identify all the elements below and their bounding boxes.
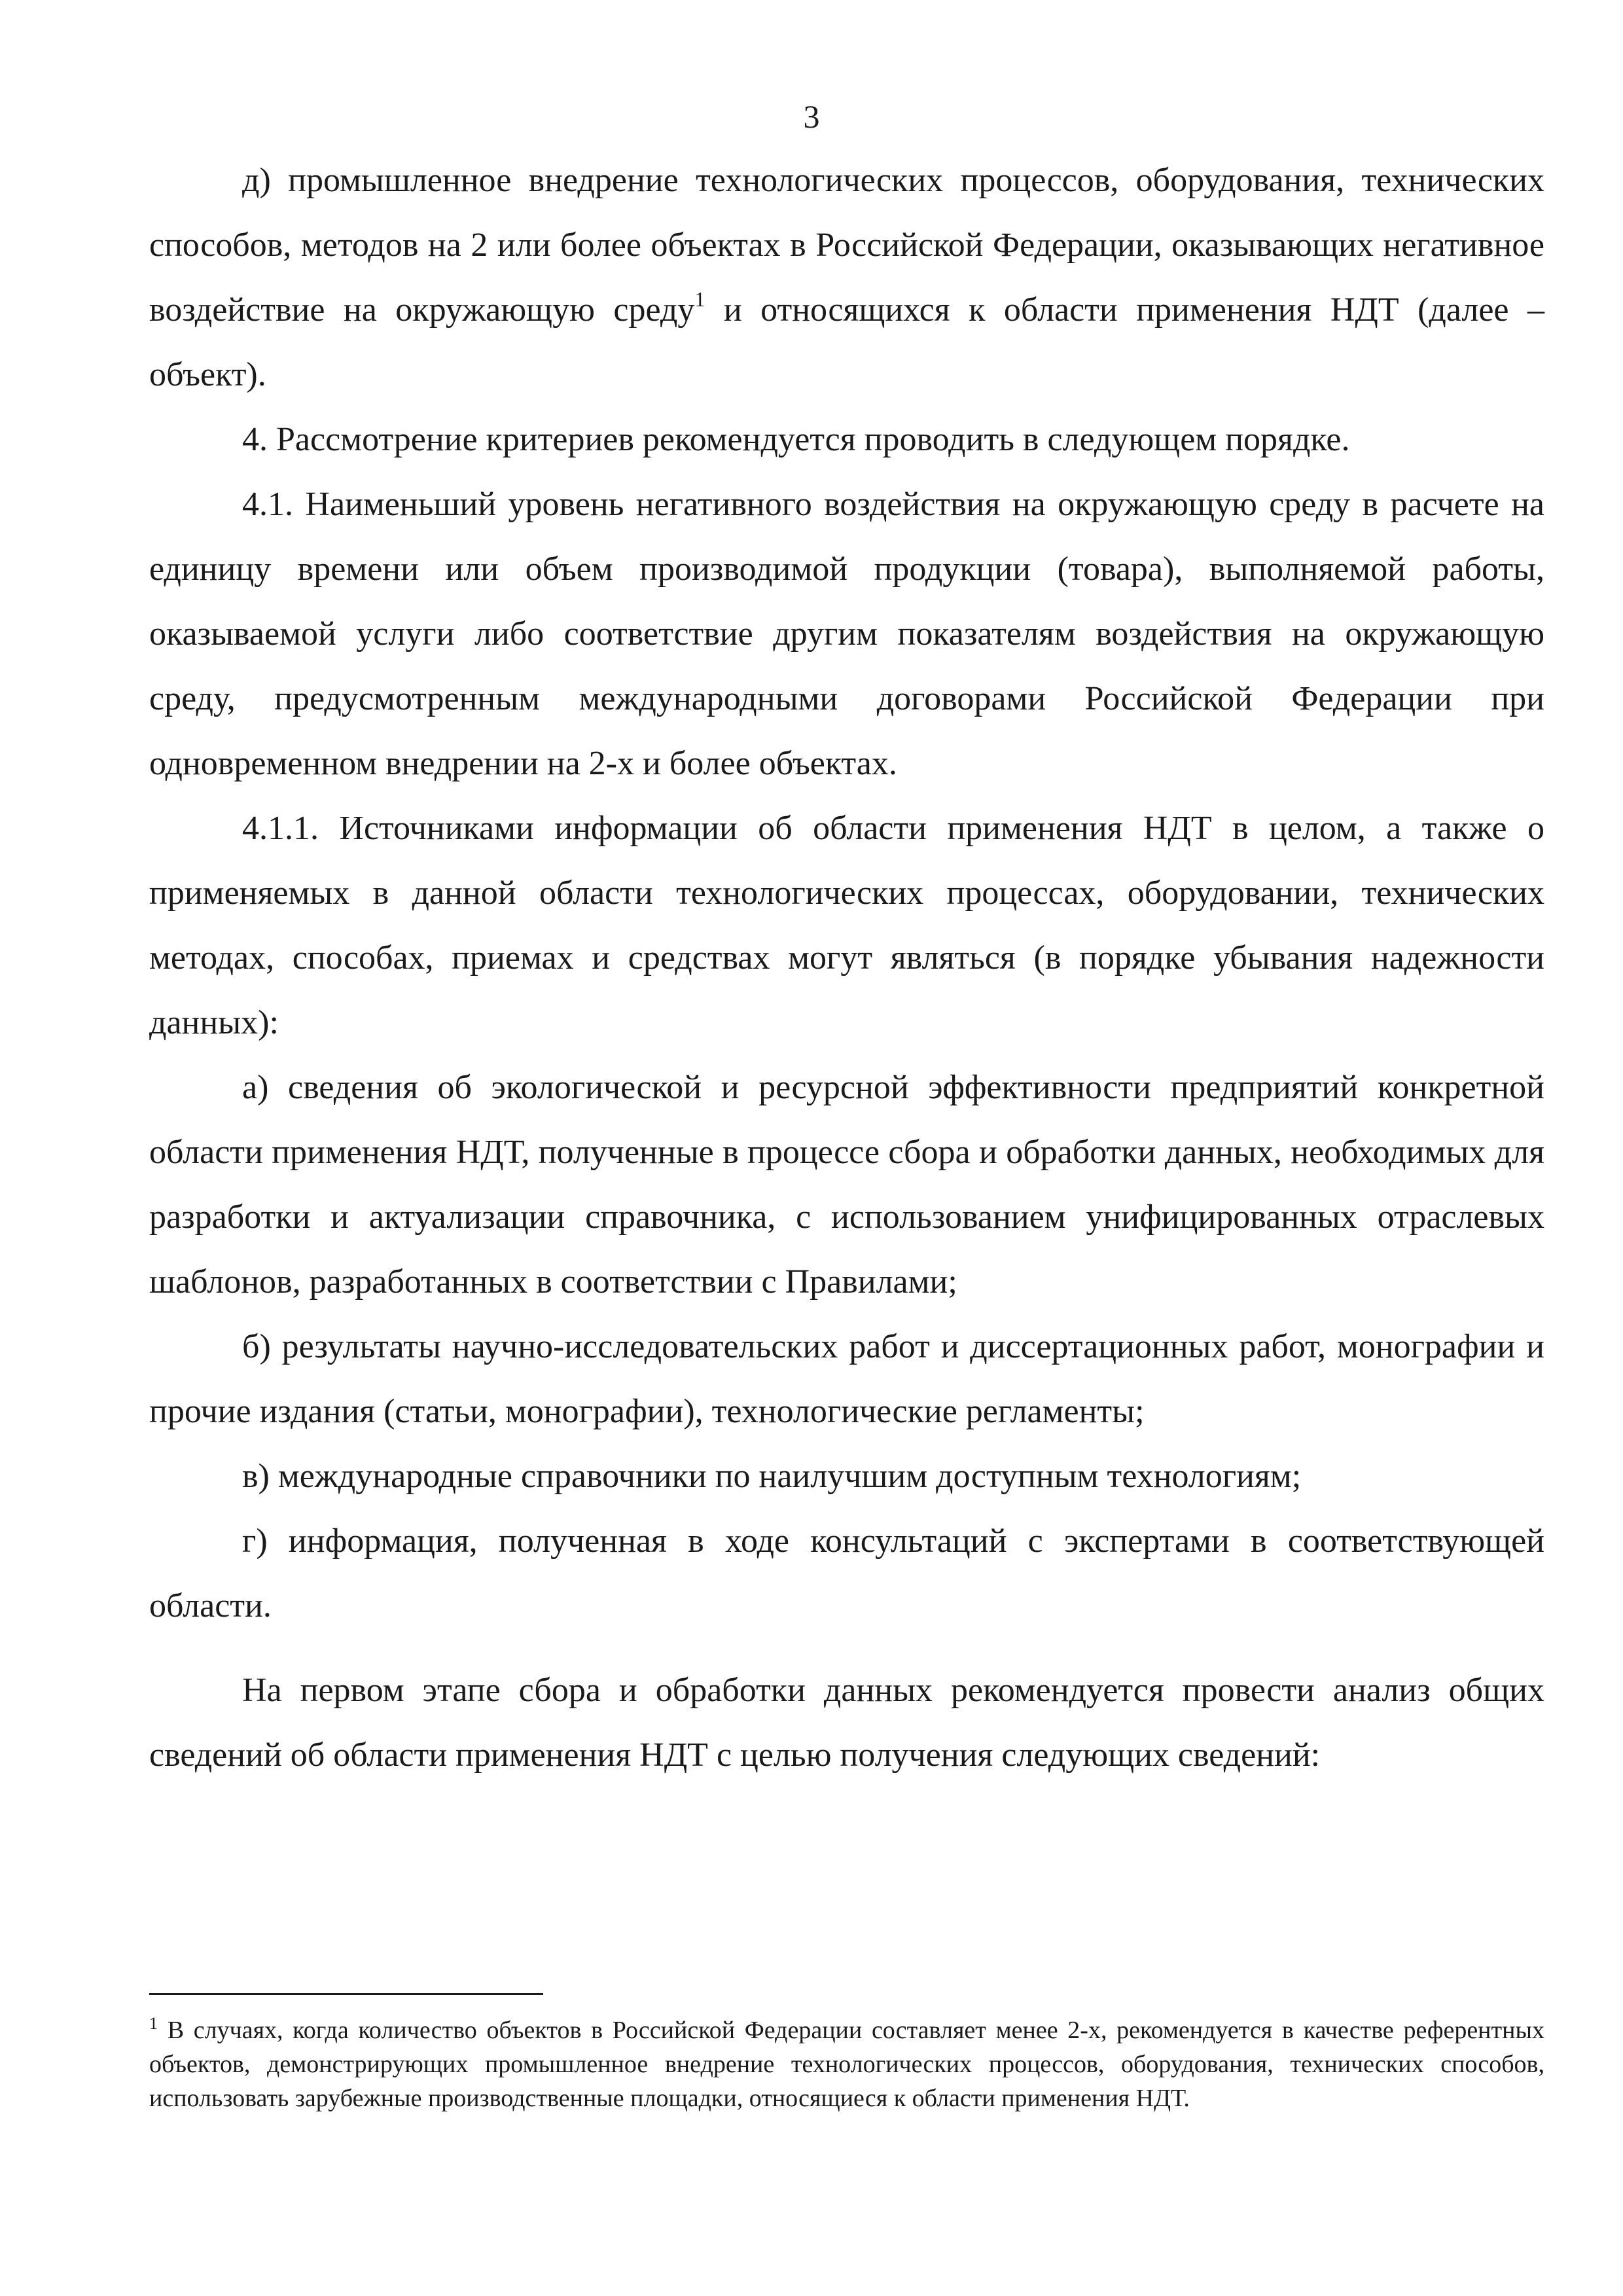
paragraph-item-v: в) международные справочники по наилучшим доступным технологиям;: [242, 1458, 1302, 1495]
paragraph-item-d: [149, 148, 1544, 407]
paragraph-item-a: а) сведения об экологической и ресурсной эффективности предприятий конкретной области применения НДТ, полученные в процессе сбора и обработки данных, необходимых для разработки и актуализации справочника, с использованием унифицированных отраслевых шаблонов, разработанных в соответствии с Правилами;: [149, 1069, 1544, 1300]
paragraph-item-b: б) результаты научно-исследовательских работ и диссертационных работ, монографии и прочие издания (статьи, монографии), технологические регламенты;: [149, 1328, 1544, 1430]
paragraph-section-4-1-1: 4.1.1. Источниками информации об области применения НДТ в целом, а также о применяемых в данной области технологических процессах, оборудовании, технических методах, способах, приемах и средствах могут являться (в порядке убывания надежности данных):: [149, 810, 1544, 1041]
paragraph-text: и относящихся к области применения НДТ (далее – объект).: [149, 291, 1545, 393]
paragraph-section-4-1: 4.1. Наименьший уровень негативного воздействия на окружающую среду в расчете на единицу времени или объем производимой продукции (товара), выполняемой работы, оказываемой услуги либо соответствие другим показателям воздействия на окружающую среду, предусмотренным международными договорами Российской Федерации при одновременном внедрении на 2-х и более объектах.: [149, 486, 1544, 782]
page-number: 3: [803, 98, 820, 135]
paragraph-first-stage: На первом этапе сбора и обработки данных рекомендуется провести анализ общих сведений об области применения НДТ с целью получения следующих сведений:: [149, 1672, 1544, 1774]
footnote: [149, 2013, 1544, 2115]
paragraph-item-g: г) информация, полученная в ходе консультаций с экспертами в соответствующей области.: [149, 1522, 1544, 1624]
footnote-text: В случаях, когда количество объектов в Российской Федерации составляет менее 2-х, рекомендуется в качестве референтных объектов, демонстрирующих промышленное внедрение технологических процессов, оборудования, технических способов, использовать зарубежные производственные площадки, относящиеся к области применения НДТ.: [149, 2017, 1544, 2112]
paragraph-text: д) промышленное внедрение технологических процессов, оборудования, технических способов, методов на 2 или более объектах в Российской Федерации, оказывающих негативное воздействие на окружающую среду: [149, 162, 1544, 329]
footnote-reference: 1: [694, 287, 705, 311]
paragraph-section-4: 4. Рассмотрение критериев рекомендуется проводить в следующем порядке.: [242, 421, 1350, 458]
footnote-mark: 1: [149, 2014, 158, 2033]
body-text: [149, 148, 1544, 1787]
footnote-separator: [149, 1993, 543, 1995]
